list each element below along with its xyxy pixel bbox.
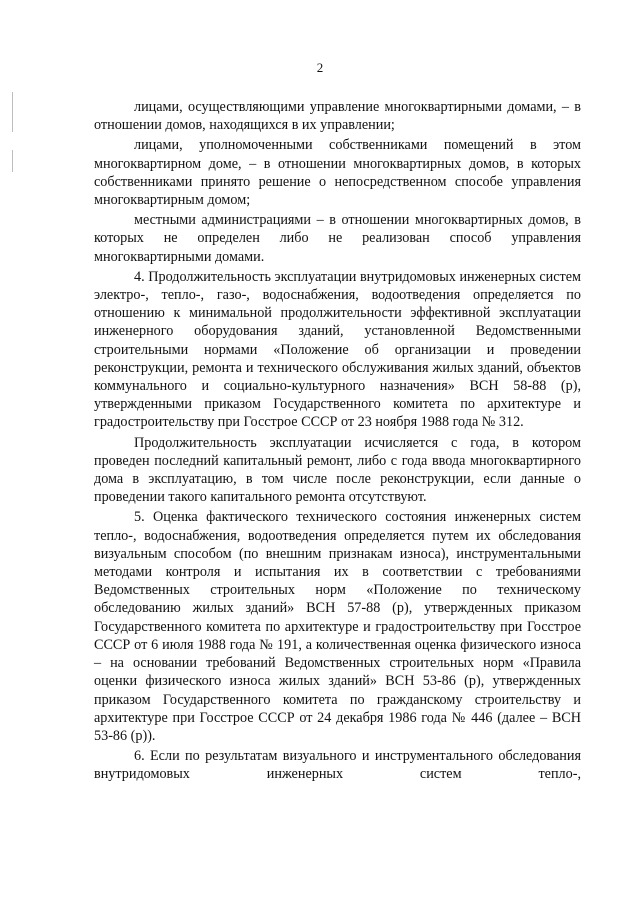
scan-edge-mark <box>12 92 13 132</box>
paragraph-local-administrations: местными администрациями – в отношении многоквартирных домов, в которых не определен либо не реализован способ управления многоквартирными домами. <box>94 212 581 265</box>
paragraph-authorized-owners: лицами, уполномоченными собственниками помещений в этом многоквартирном доме, – в отношении многоквартирных домов, в которых собственниками принято решение о непосредственном способе управления многоквартирным домом; <box>94 137 581 209</box>
document-body <box>94 98 581 786</box>
paragraph-operation-period: Продолжительность эксплуатации исчисляется с года, в котором проведен последний капитальный ремонт, либо с года ввода многоквартирного дома в эксплуатацию, в том числе после реконструкции, если данные о проведении такого капитального ремонта отсутствуют. <box>94 434 581 506</box>
paragraph-item-5: 5. Оценка фактического технического состояния инженерных систем тепло-, водоснабжения, водоотведения определяется путем их обследования визуальным способом (по внешним признакам износа), инструментальными методами контроля и испытания их в соответствии с требованиями Ведомственных строительных норм «Положение по техническому обследованию жилых зданий» ВСН 57-88 (р), утвержденных приказом Государственного комитета по архитектуре и градостроительству при Госстрое СССР от 6 июля 1988 года № 191, а количественная оценка физического износа – на основании требований Ведомственных строительных норм «Правила оценки физического износа жилых зданий» ВСН 53-86 (р), утвержденных приказом Государственного комитета по гражданскому строительству и архитектуре при Госстрое СССР от 24 декабря 1986 года № 446 (далее – ВСН 53-86 (р)). <box>94 509 581 744</box>
paragraph-item-4: 4. Продолжительность эксплуатации внутридомовых инженерных систем электро-, тепло-, газо-, водоснабжения, водоотведения определяется по отношению к минимальной продолжительности эффективной эксплуатации инженерного оборудования зданий, установленной Ведомственными строительными нормами «Положение об организации и проведении реконструкции, ремонта и технического обслуживания жилых зданий, объектов коммунального и социально-культурного назначения» ВСН 58-88 (р), утвержденными приказом Государственного комитета по архитектуре и градостроительству при Госстрое СССР от 23 ноября 1988 года № 312. <box>94 268 581 431</box>
paragraph-managing-entities: лицами, осуществляющими управление многоквартирными домами, – в отношении домов, находящихся в их управлении; <box>94 99 581 134</box>
page-number: 2 <box>316 60 324 75</box>
scan-edge-mark <box>12 150 13 172</box>
paragraph-item-6: 6. Если по результатам визуального и инструментального обследования внутридомовых инженерных систем тепло-, <box>94 748 581 783</box>
